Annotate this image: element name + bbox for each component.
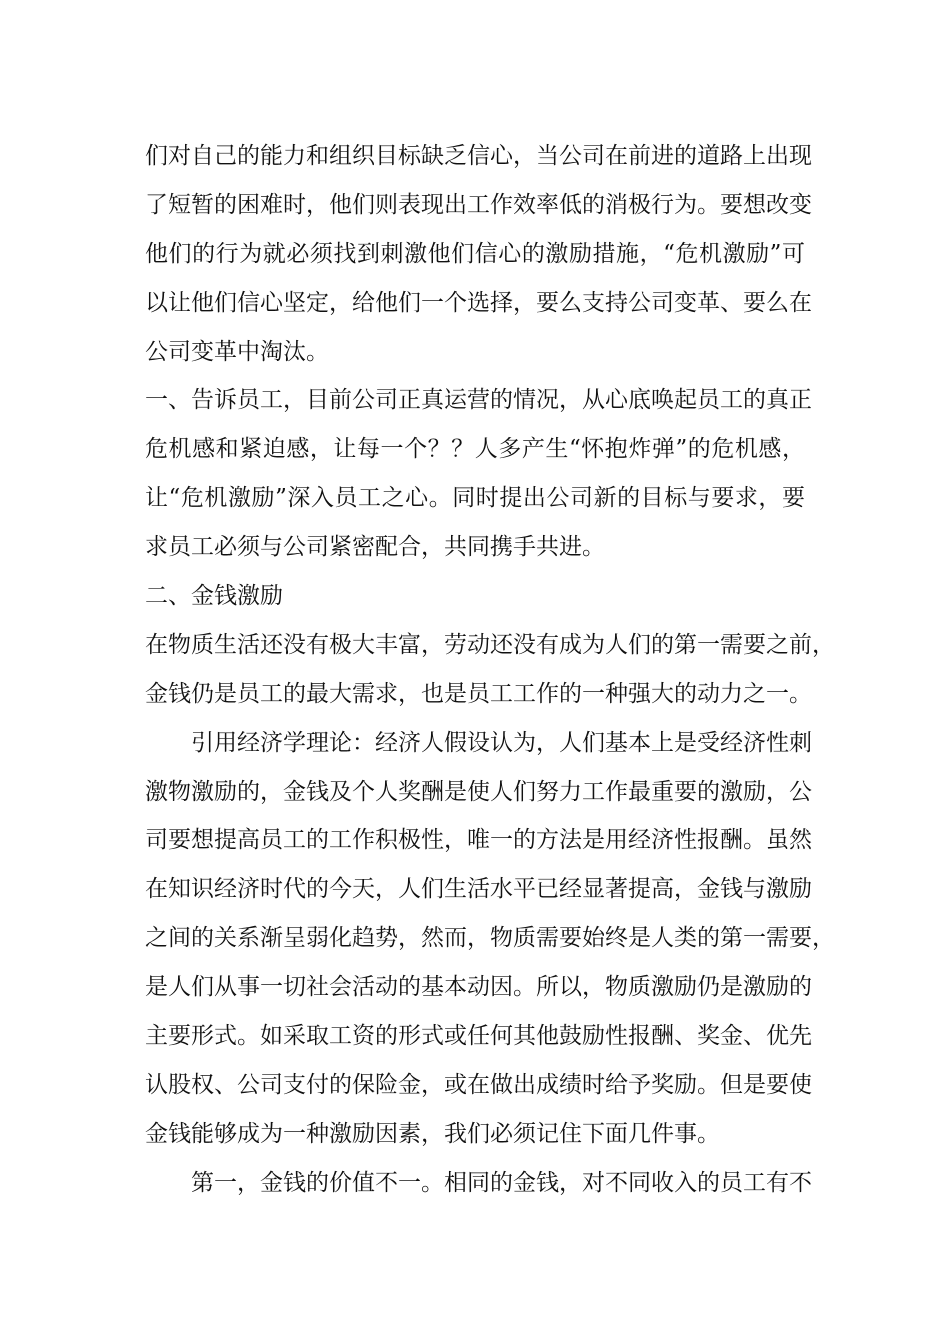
text-line: 认股权、公司支付的保险金，或在做出成绩时给予奖励。但是要使 bbox=[145, 1071, 812, 1098]
text-line: 让“危机激励”深入员工之心。同时提出公司新的目标与要求，要 bbox=[145, 485, 805, 512]
text-line: 主要形式。如采取工资的形式或任何其他鼓励性报酬、奖金、优先 bbox=[145, 1023, 812, 1050]
text-line: 之间的关系渐呈弱化趋势，然而，物质需要始终是人类的第一需要， bbox=[145, 925, 835, 952]
text-line: 激物激励的，金钱及个人奖酬是使人们努力工作最重要的激励，公 bbox=[145, 778, 812, 805]
text-line: 二、金钱激励 bbox=[145, 583, 283, 610]
text-line: 金钱仍是员工的最大需求，也是员工工作的一种强大的动力之一。 bbox=[145, 680, 812, 707]
text-line: 以让他们信心坚定，给他们一个选择，要么支持公司变革、要么在 bbox=[145, 289, 812, 316]
text-line: 他们的行为就必须找到刺激他们信心的激励措施，“危机激励”可 bbox=[145, 240, 805, 267]
text-line: 危机感和紧迫感，让每一个？？人多产生“怀抱炸弹”的危机感， bbox=[145, 436, 805, 463]
document-body bbox=[145, 132, 835, 1208]
text-line: 求员工必须与公司紧密配合，共同携手共进。 bbox=[145, 534, 605, 561]
text-line: 在物质生活还没有极大丰富，劳动还没有成为人们的第一需要之前， bbox=[145, 631, 835, 658]
text-line: 金钱能够成为一种激励因素，我们必须记住下面几件事。 bbox=[145, 1120, 720, 1147]
text-line: 们对自己的能力和组织目标缺乏信心，当公司在前进的道路上出现 bbox=[145, 143, 812, 169]
text-line: 是人们从事一切社会活动的基本动因。所以，物质激励仍是激励的 bbox=[145, 974, 812, 1001]
text-line: 了短暂的困难时，他们则表现出工作效率低的消极行为。要想改变 bbox=[145, 191, 812, 218]
text-line: 一、告诉员工，目前公司正真运营的情况，从心底唤起员工的真正 bbox=[145, 387, 812, 414]
text-line: 在知识经济时代的今天，人们生活水平已经显著提高，金钱与激励 bbox=[145, 876, 812, 903]
text-line: 第一，金钱的价值不一。相同的金钱，对不同收入的员工有不 bbox=[191, 1169, 812, 1196]
text-line: 公司变革中淘汰。 bbox=[145, 338, 329, 365]
text-line: 引用经济学理论：经济人假设认为，人们基本上是受经济性刺 bbox=[191, 729, 812, 756]
text-line: 司要想提高员工的工作积极性，唯一的方法是用经济性报酬。虽然 bbox=[145, 827, 812, 854]
